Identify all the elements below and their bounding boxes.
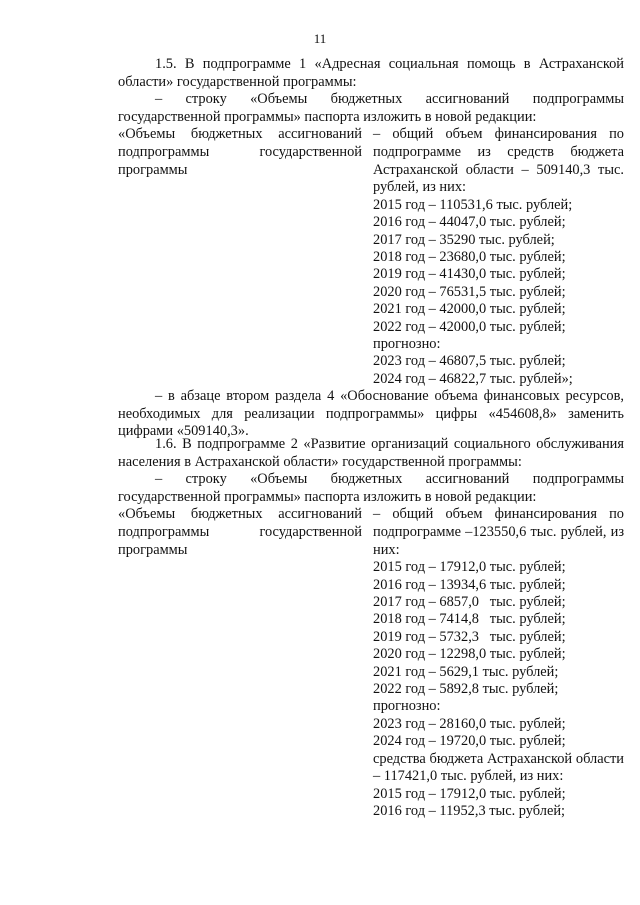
section-1-5-row-values [373, 126, 624, 388]
year-line: 2015 год – 17912,0 тыс. рублей; [373, 785, 566, 802]
section-1-5-intro: – строку «Объемы бюджетных ассигнований подпрограммы государственной программы» паспорта изложить в новой редакции: [118, 91, 624, 125]
year-line: 2021 год – 5629,1 тыс. рублей; [373, 663, 559, 680]
year-line: 2016 год – 13934,6 тыс. рублей; [373, 576, 566, 593]
year-line: 2019 год – 5732,3 тыс. рублей; [373, 628, 566, 645]
year-line: 2018 год – 7414,8 тыс. рублей; [373, 611, 566, 628]
section-1-6-passport-row [118, 506, 624, 820]
section-1-6-total: – общий объем финансирования по подпрограмме –123550,6 тыс. рублей, из них: [373, 506, 624, 558]
section-1-6-row-label: «Объемы бюджетных ассигнований подпрограммы государственной программы [118, 506, 362, 558]
section-1-5-total: – общий объем финансирования по подпрограмме из средств бюджета Астраханской области – 509140,3 тыс. рублей, из них: [373, 126, 624, 196]
section-1-6-row-values [373, 506, 624, 820]
year-line: 2021 год – 42000,0 тыс. рублей; [373, 301, 566, 318]
section-1-5-row-label: «Объемы бюджетных ассигнований подпрограммы государственной программы [118, 126, 362, 178]
year-line: 2023 год – 28160,0 тыс. рублей; [373, 715, 566, 732]
forecast-label: прогнозно: [373, 336, 441, 352]
year-line: 2017 год – 6857,0 тыс. рублей; [373, 593, 566, 610]
year-line: 2023 год – 46807,5 тыс. рублей; [373, 353, 566, 370]
year-line: 2022 год – 42000,0 тыс. рублей; [373, 318, 566, 335]
year-line: 2020 год – 12298,0 тыс. рублей; [373, 646, 566, 663]
section-1-6-intro: – строку «Объемы бюджетных ассигнований подпрограммы государственной программы» паспорта изложить в новой редакции: [118, 471, 624, 505]
section-1-5-closing: – в абзаце втором раздела 4 «Обоснование объема финансовых ресурсов, необходимых для реализации подпрограммы» цифры «454608,8» заменить цифрами «509140,3». [118, 388, 624, 440]
year-line: 2018 год – 23680,0 тыс. рублей; [373, 248, 566, 265]
year-line: 2015 год – 110531,6 тыс. рублей; [373, 196, 573, 213]
section-1-6-regional-budget: средства бюджета Астраханской области – 117421,0 тыс. рублей, из них: [373, 750, 624, 785]
section-1-5-passport-row [118, 126, 624, 388]
section-1-6 [118, 436, 624, 821]
year-line: 2017 год – 35290 тыс. рублей; [373, 231, 555, 248]
year-line: 2024 год – 46822,7 тыс. рублей»; [373, 370, 573, 387]
year-line: 2016 год – 44047,0 тыс. рублей; [373, 214, 566, 231]
year-line: 2015 год – 17912,0 тыс. рублей; [373, 559, 566, 576]
year-line: 2016 год – 11952,3 тыс. рублей; [373, 803, 566, 820]
page-number: 11 [313, 31, 327, 46]
forecast-label: прогнозно: [373, 698, 441, 715]
section-1-6-heading: 1.6. В подпрограмме 2 «Развитие организаций социального обслуживания населения в Астраханской области» государственной программы: [118, 436, 624, 470]
section-1-5-heading: 1.5. В подпрограмме 1 «Адресная социальная помощь в Астраханской области» государственной программы: [118, 56, 624, 90]
year-line: 2024 год – 19720,0 тыс. рублей; [373, 733, 566, 750]
section-1-5 [118, 56, 624, 441]
year-line: 2019 год – 41430,0 тыс. рублей; [373, 266, 566, 283]
year-line: 2020 год – 76531,5 тыс. рублей; [373, 283, 566, 300]
year-line: 2022 год – 5892,8 тыс. рублей; [373, 681, 559, 697]
